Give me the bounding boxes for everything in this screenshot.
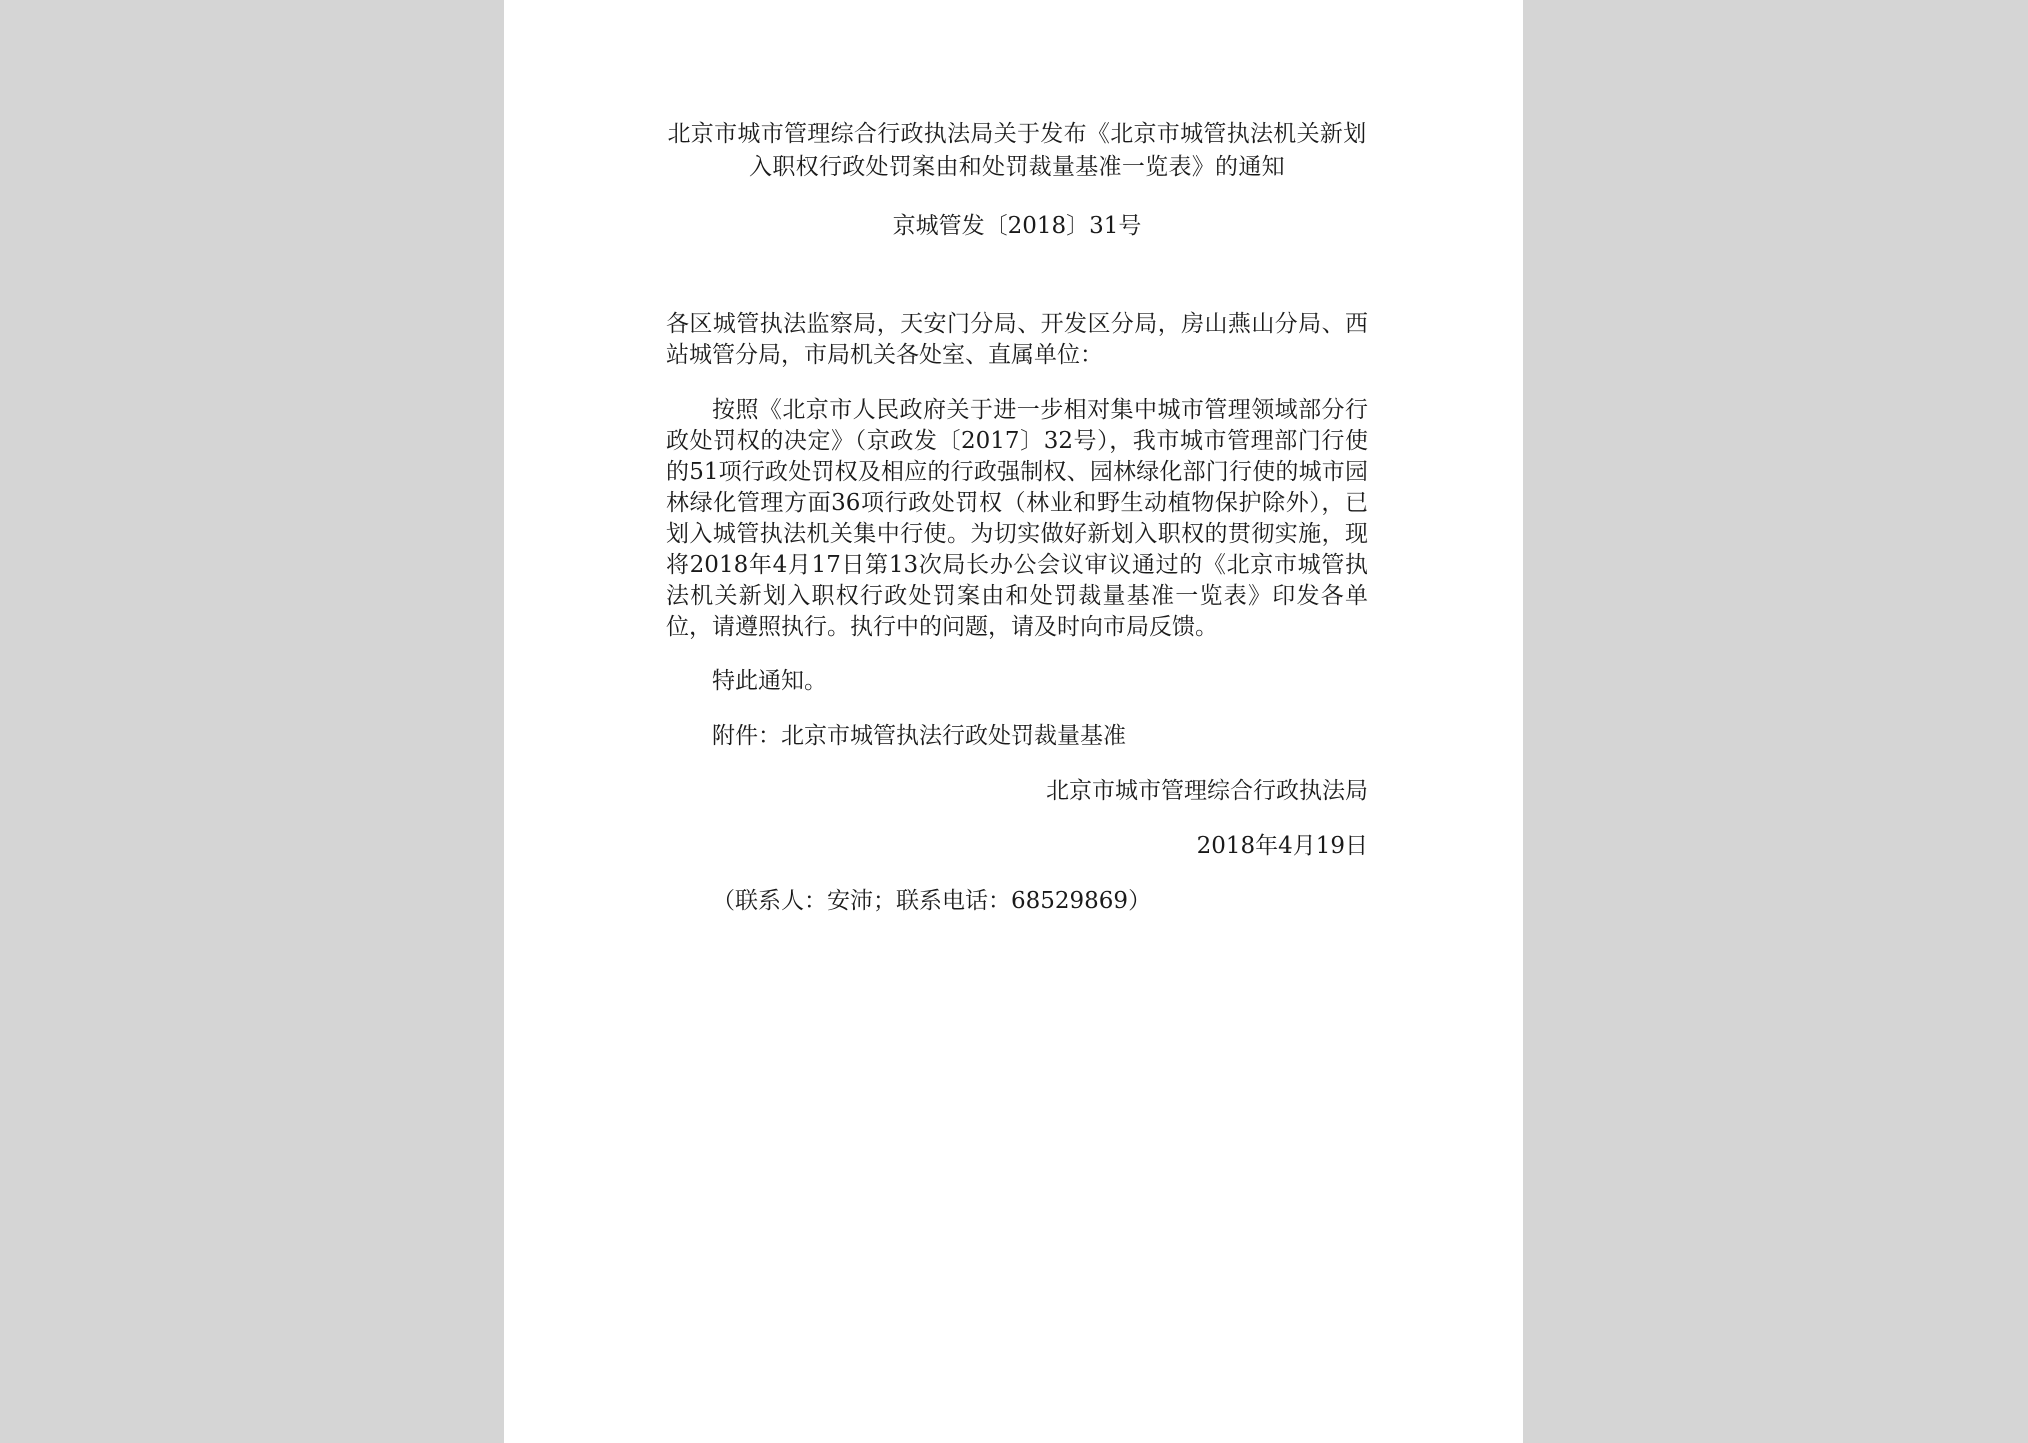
- attachment-line: 附件：北京市城管执法行政处罚裁量基准: [712, 723, 1126, 749]
- document-number: 京城管发〔2018〕31号: [892, 213, 1142, 239]
- document-page: [504, 0, 1523, 1443]
- issue-date: 2018年4月19日: [1196, 833, 1368, 859]
- contact-line: （联系人：安沛；联系电话：68529869）: [712, 888, 1152, 914]
- document-title: 北京市城市管理综合行政执法局关于发布《北京市城管执法机关新划入职权行政处罚案由和处罚裁量基准一览表》的通知: [667, 121, 1367, 180]
- recipients-line: 各区城管执法监察局，天安门分局、开发区分局，房山燕山分局、西站城管分局，市局机关各处室、直属单位：: [666, 311, 1368, 368]
- body-paragraph: 按照《北京市人民政府关于进一步相对集中城市管理领域部分行政处罚权的决定》（京政发〔2017〕32号），我市城市管理部门行使的51项行政处罚权及相应的行政强制权、园林绿化部门行使的城市园林绿化管理方面36项行政处罚权（林业和野生动植物保护除外），已划入城管执法机关集中行使。为切实做好新划入职权的贯彻实施，现将2018年4月17日第13次局长办公会议审议通过的《北京市城管执法机关新划入职权行政处罚案由和处罚裁量基准一览表》印发各单位，请遵照执行。执行中的问题，请及时向市局反馈。: [666, 397, 1368, 640]
- page-content: [666, 118, 1368, 917]
- issuer-signature: 北京市城市管理综合行政执法局: [1046, 778, 1368, 804]
- closing-line: 特此通知。: [712, 668, 827, 694]
